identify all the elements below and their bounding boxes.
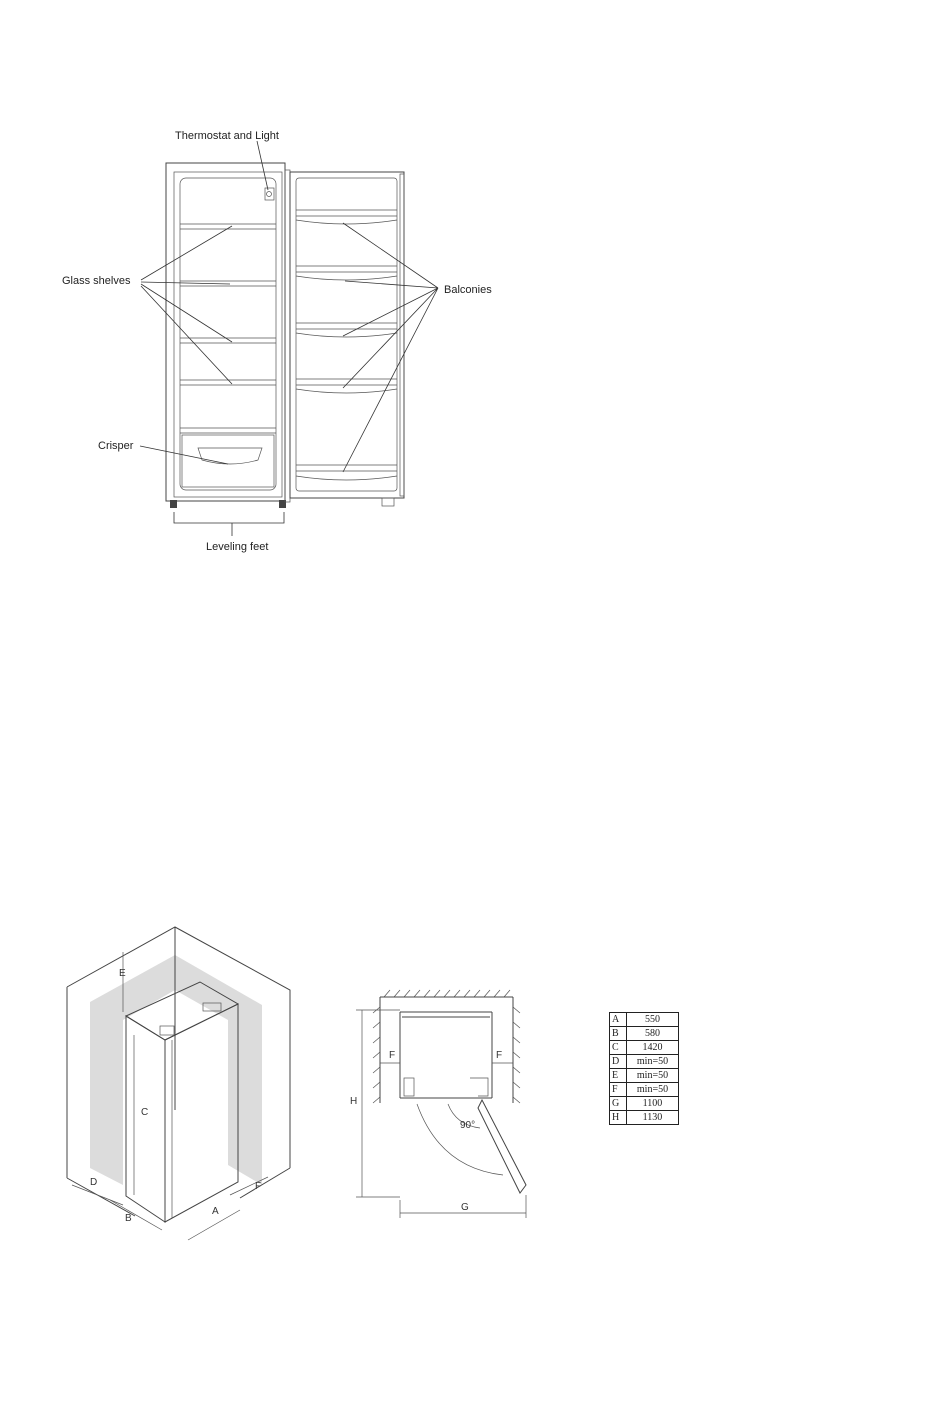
clearance-zone-shading (90, 955, 262, 1185)
fridge-diagram (62, 130, 492, 553)
door-hinge (285, 170, 290, 502)
door-balconies (296, 210, 397, 480)
label-crisper: Crisper (98, 440, 134, 452)
fridge-top-outline (400, 1012, 492, 1098)
label-a: A (212, 1206, 219, 1217)
label-angle: 90° (460, 1120, 476, 1131)
dimensions-table (609, 1012, 679, 1125)
label-c: C (141, 1107, 149, 1118)
door-swing (417, 1100, 526, 1193)
label-glass-shelves: Glass shelves (62, 275, 131, 287)
label-f-left: F (389, 1050, 396, 1061)
crisper-drawer (182, 435, 274, 487)
glass-shelves (180, 224, 276, 433)
table-row: D min=50 (610, 1055, 679, 1069)
label-leveling-feet: Leveling feet (206, 541, 269, 553)
label-balconies: Balconies (444, 284, 492, 296)
table-row: G 1100 (610, 1097, 679, 1111)
open-door (290, 172, 404, 506)
table-row: H 1130 (610, 1111, 679, 1125)
isometric-clearance-diagram (67, 927, 290, 1240)
table-row: F min=50 (610, 1083, 679, 1097)
fridge-box (126, 982, 238, 1222)
cabinet-inner (180, 178, 276, 490)
label-b: B (125, 1213, 132, 1224)
label-thermostat: Thermostat and Light (175, 130, 279, 142)
label-f-right: F (496, 1050, 503, 1061)
wall-hatching (373, 990, 520, 1103)
label-d: D (90, 1177, 98, 1188)
label-h: H (350, 1096, 358, 1107)
top-view-clearance-diagram (350, 990, 526, 1218)
table-row: B 580 (610, 1027, 679, 1041)
label-g: G (461, 1202, 469, 1213)
label-f: F (255, 1181, 262, 1192)
table-row: A 550 (610, 1013, 679, 1027)
thermostat-unit (265, 188, 274, 200)
table-row: C 1420 (610, 1041, 679, 1055)
leveling-foot-left (170, 500, 177, 508)
table-row: E min=50 (610, 1069, 679, 1083)
label-e: E (119, 968, 126, 979)
